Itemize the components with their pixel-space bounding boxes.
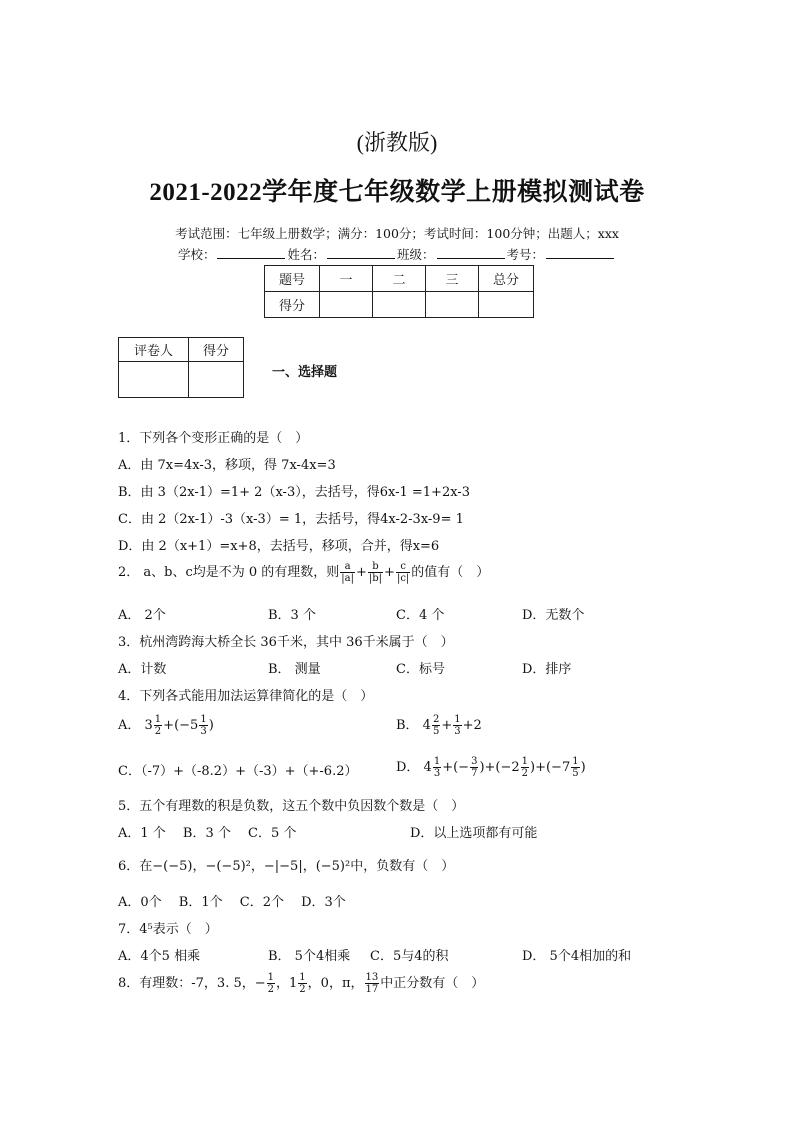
question-2-stem-text: 2． a、b、c均是不为 0 的有理数，则 [118,565,340,580]
school-blank[interactable] [217,246,285,259]
name-label: 姓名： [287,247,325,262]
question-4-stem: 4．下列各式能用加法运算律简化的是（ ） [118,689,374,704]
page-title: 2021-2022学年度七年级数学上册模拟测试卷 [149,179,645,206]
exam-info: 考试范围：七年级上册数学；满分：100分；考试时间：100分钟；出题人；xxx [175,226,619,241]
question-6-options: A．0个 B．1个 C．2个 D．3个 [118,895,346,910]
grader-table [118,337,244,398]
fraction: $\frac{1}{2}$ [299,972,306,995]
score-header-cell: 总分 [479,266,534,292]
school-label: 学校： [177,247,216,262]
score-row-label: 得分 [265,292,320,318]
question-4-option-c: C．（-7）+（-8.2）+（-3）+（+-6.2） [118,764,358,779]
class-blank[interactable] [437,246,505,259]
fraction: $\frac{1}{5}$ [572,756,579,779]
score-header-cell: 一 [320,266,373,292]
question-5-stem: 5．五个有理数的积是负数，这五个数中负因数个数是（ ） [118,799,465,814]
fraction-b-over-abs-b: $\frac{b}{|b|}$ [368,561,383,584]
question-2-option-c: C．4 个 [396,608,445,623]
question-7-option-d: D． 5个4相加的和 [522,949,632,964]
student-fields [0,245,794,263]
score-cell[interactable] [426,292,479,318]
question-1-stem: 1．下列各个变形正确的是（ ） [118,431,309,446]
fraction: $\frac{1}{2}$ [521,756,529,779]
question-1-option-a: A．由 7x=4x-3，移项，得 7x-4x=3 [118,458,336,473]
score-header-cell: 题号 [265,266,320,292]
class-label: 班级： [397,247,435,262]
question-3-option-b: B． 测量 [268,662,321,677]
question-4-option-b: B． 4 $\frac{2}{5}$ + $\frac{1}{3}$ +2 [396,714,482,737]
question-3-option-d: D．排序 [522,662,572,677]
score-cell[interactable] [320,292,373,318]
number-blank[interactable] [546,246,614,259]
question-3-option-a: A．计数 [118,662,167,677]
question-2-option-a: A． 2个 [118,608,166,623]
fraction: $\frac{3}{7}$ [471,756,478,779]
score-cell[interactable] [479,292,534,318]
question-5-options-abc: A．1 个 B．3 个 C．5 个 [118,826,297,841]
question-3-stem: 3．杭州湾跨海大桥全长 36千米，其中 36千米属于（ ） [118,635,454,650]
grader-header-cell: 评卷人 [119,338,189,362]
grader-cell[interactable] [189,362,244,398]
question-7-stem: 7．4⁵表示（ ） [118,922,218,937]
fraction-c-over-abs-c: $\frac{c}{|c|}$ [396,561,410,584]
question-4-option-d: D． 4 $\frac{1}{3}$ +(− $\frac{3}{7}$ )+(−2 $\frac{1}{2}$ )+(−7 $\frac{1}{5}$ ) [396,756,586,779]
question-7-option-b: B． 5个4相乘 [268,949,351,964]
question-1-option-d: D．由 2（x+1）=x+8，去括号，移项，合并，得x=6 [118,539,440,554]
fraction: $\frac{1}{3}$ [200,714,207,737]
score-table [264,265,534,318]
question-7-option-a: A．4个5 相乘 [118,949,201,964]
score-header-cell: 二 [373,266,426,292]
fraction: $\frac{13}{17}$ [365,972,379,995]
question-4-option-a: A． 3 $\frac{1}{2}$ +(−5 $\frac{1}{3}$ ) [118,714,214,737]
grader-header-cell: 得分 [189,338,244,362]
edition-label: (浙教版) [356,130,438,155]
score-header-cell: 三 [426,266,479,292]
fraction: $\frac{1}{2}$ [267,972,275,995]
question-5-option-d: D．以上选项都有可能 [410,826,538,841]
score-cell[interactable] [373,292,426,318]
question-2-stem: 2． a、b、c均是不为 0 的有理数，则 $\frac{a}{|a|}$ + $\frac{b}{|b|}$ + $\frac{c}{|c|}$ 的值有（ ） [118,561,490,584]
fraction-a-over-abs-a: $\frac{a}{|a|}$ [341,561,354,584]
section-title: 一、选择题 [272,365,338,380]
question-1-option-c: C．由 2（2x-1）-3（x-3）= 1，去括号，得4x-2-3x-9= 1 [118,512,464,527]
fraction: $\frac{1}{2}$ [154,714,162,737]
question-6-stem: 6．在−(−5)，−(−5)²，−|−5|，(−5)²中，负数有（ ） [118,859,455,874]
number-label: 考号： [506,247,545,262]
question-2-option-d: D．无数个 [522,608,585,623]
fraction: $\frac{1}{3}$ [433,756,441,779]
question-7-option-c: C．5与4的积 [370,949,449,964]
question-2-option-b: B．3 个 [268,608,316,623]
name-blank[interactable] [327,246,395,259]
question-8-stem: 8．有理数：-7，3. 5，− $\frac{1}{2}$ ，1 $\frac{1}{2}$ ，0，π， $\frac{13}{17}$ 中正分数有（ ） [118,972,485,995]
fraction: $\frac{2}{5}$ [432,714,440,737]
fraction: $\frac{1}{3}$ [454,714,461,737]
question-1-option-b: B．由 3（2x-1）=1+ 2（x-3），去括号，得6x-1 =1+2x-3 [118,485,470,500]
grader-cell[interactable] [119,362,189,398]
question-3-option-c: C．标号 [396,662,445,677]
